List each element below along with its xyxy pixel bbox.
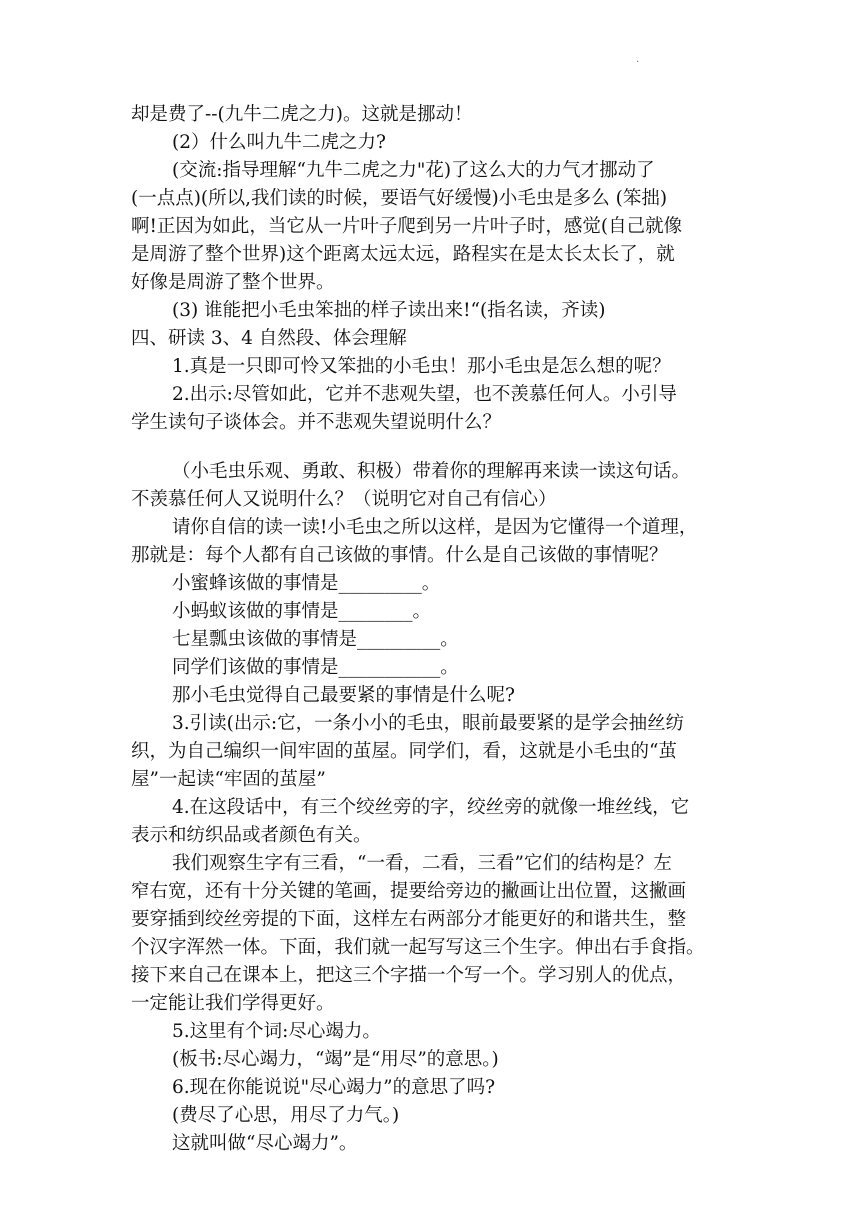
text-line: 一定能让我们学得更好。 [131, 993, 335, 1014]
text-line: 请你自信的读一读!小毛虫之所以这样，是因为它懂得一个道理， [172, 517, 698, 538]
text-line: (2）什么叫九牛二虎之力? [172, 132, 386, 153]
text-line: 啊!正因为如此，当它从一片叶子爬到另一片叶子时，感觉(自己就像 [131, 216, 683, 237]
text-line: 学生读句子谈体会。并不悲观失望说明什么？ [131, 412, 502, 433]
text-line: 接下来自己在课本上，把这三个字描一个写一个。学习别人的优点， [131, 965, 687, 986]
text-line: 4.在这段话中，有三个绞丝旁的字，绞丝旁的就像一堆丝线，它 [172, 797, 690, 818]
text-line: 却是费了--(九牛二虎之力)。这就是挪动！ [131, 104, 473, 125]
text-line: 窄右宽，还有十分关键的笔画，提要给旁边的撇画让出位置，这撇画 [131, 881, 687, 902]
text-line: 6.现在你能说说"尽心竭力”的意思了吗? [172, 1077, 496, 1098]
text-line: 5.这里有个词:尽心竭力。 [172, 1021, 381, 1042]
text-line: 我们观察生字有三看，“一看，二看，三看”它们的结构是？左 [172, 853, 672, 874]
text-line: (板书:尽心竭力，“竭”是“用尽”的意思。) [172, 1049, 499, 1070]
fill-in-line: 同学们该做的事情是___________。 [172, 657, 459, 678]
text-line: (费尽了心思，用尽了力气。) [172, 1105, 400, 1126]
text-line: 是周游了整个世界)这个距离太远太远，路程实在是太长太长了，就 [131, 244, 675, 265]
text-line: (一点点)(所以,我们读的时候，要语气好缓慢)小毛虫是多么 (笨拙) [131, 188, 668, 209]
text-line: 3.引读(出示:它，一条小小的毛虫，眼前最要紧的是学会抽丝纺 [172, 713, 685, 734]
text-line: 那小毛虫觉得自己最要紧的事情是什么呢? [172, 685, 515, 706]
fill-in-line: 小蚂蚁该做的事情是________。 [172, 601, 432, 622]
text-line: (3) 谁能把小毛虫笨拙的样子读出来!“(指名读，齐读) [172, 300, 606, 321]
text-line: 屋”一起读“牢固的茧屋” [131, 769, 326, 790]
text-line: 织，为自己编织一间牢固的茧屋。同学们，看，这就是小毛虫的“茧 [131, 741, 677, 762]
text-line: （小毛虫乐观、勇敢、积极）带着你的理解再来读一读这句话。 [172, 461, 691, 482]
section-heading: 四、研读 3、4 自然段、体会理解 [131, 328, 407, 349]
text-line: 2.出示:尽管如此，它并不悲观失望，也不羡慕任何人。小引导 [172, 384, 677, 405]
page-marker: . [636, 54, 640, 65]
text-line: (交流:指导理解“九牛二虎之力"花)了这么大的力气才挪动了 [172, 160, 655, 181]
text-line: 1.真是一只即可怜又笨拙的小毛虫！那小毛虫是怎么想的呢？ [172, 356, 671, 377]
text-line: 要穿插到绞丝旁提的下面，这样左右两部分才能更好的和谐共生，整 [131, 909, 687, 930]
text-line: 不羡慕任何人又说明什么？（说明它对自己有信心） [131, 489, 557, 510]
text-line: 个汉字浑然一体。下面，我们就一起写写这三个生字。伸出右手食指。 [131, 937, 705, 958]
text-line: 这就叫做“尽心竭力”。 [172, 1133, 358, 1154]
fill-in-line: 小蜜蜂该做的事情是_________。 [172, 573, 441, 594]
text-line: 表示和纺织品或者颜色有关。 [131, 825, 372, 846]
text-line: 好像是周游了整个世界。 [131, 272, 335, 293]
fill-in-line: 七星瓢虫该做的事情是_________。 [172, 629, 459, 650]
text-line: 那就是：每个人都有自己该做的事情。什么是自己该做的事情呢？ [131, 545, 668, 566]
